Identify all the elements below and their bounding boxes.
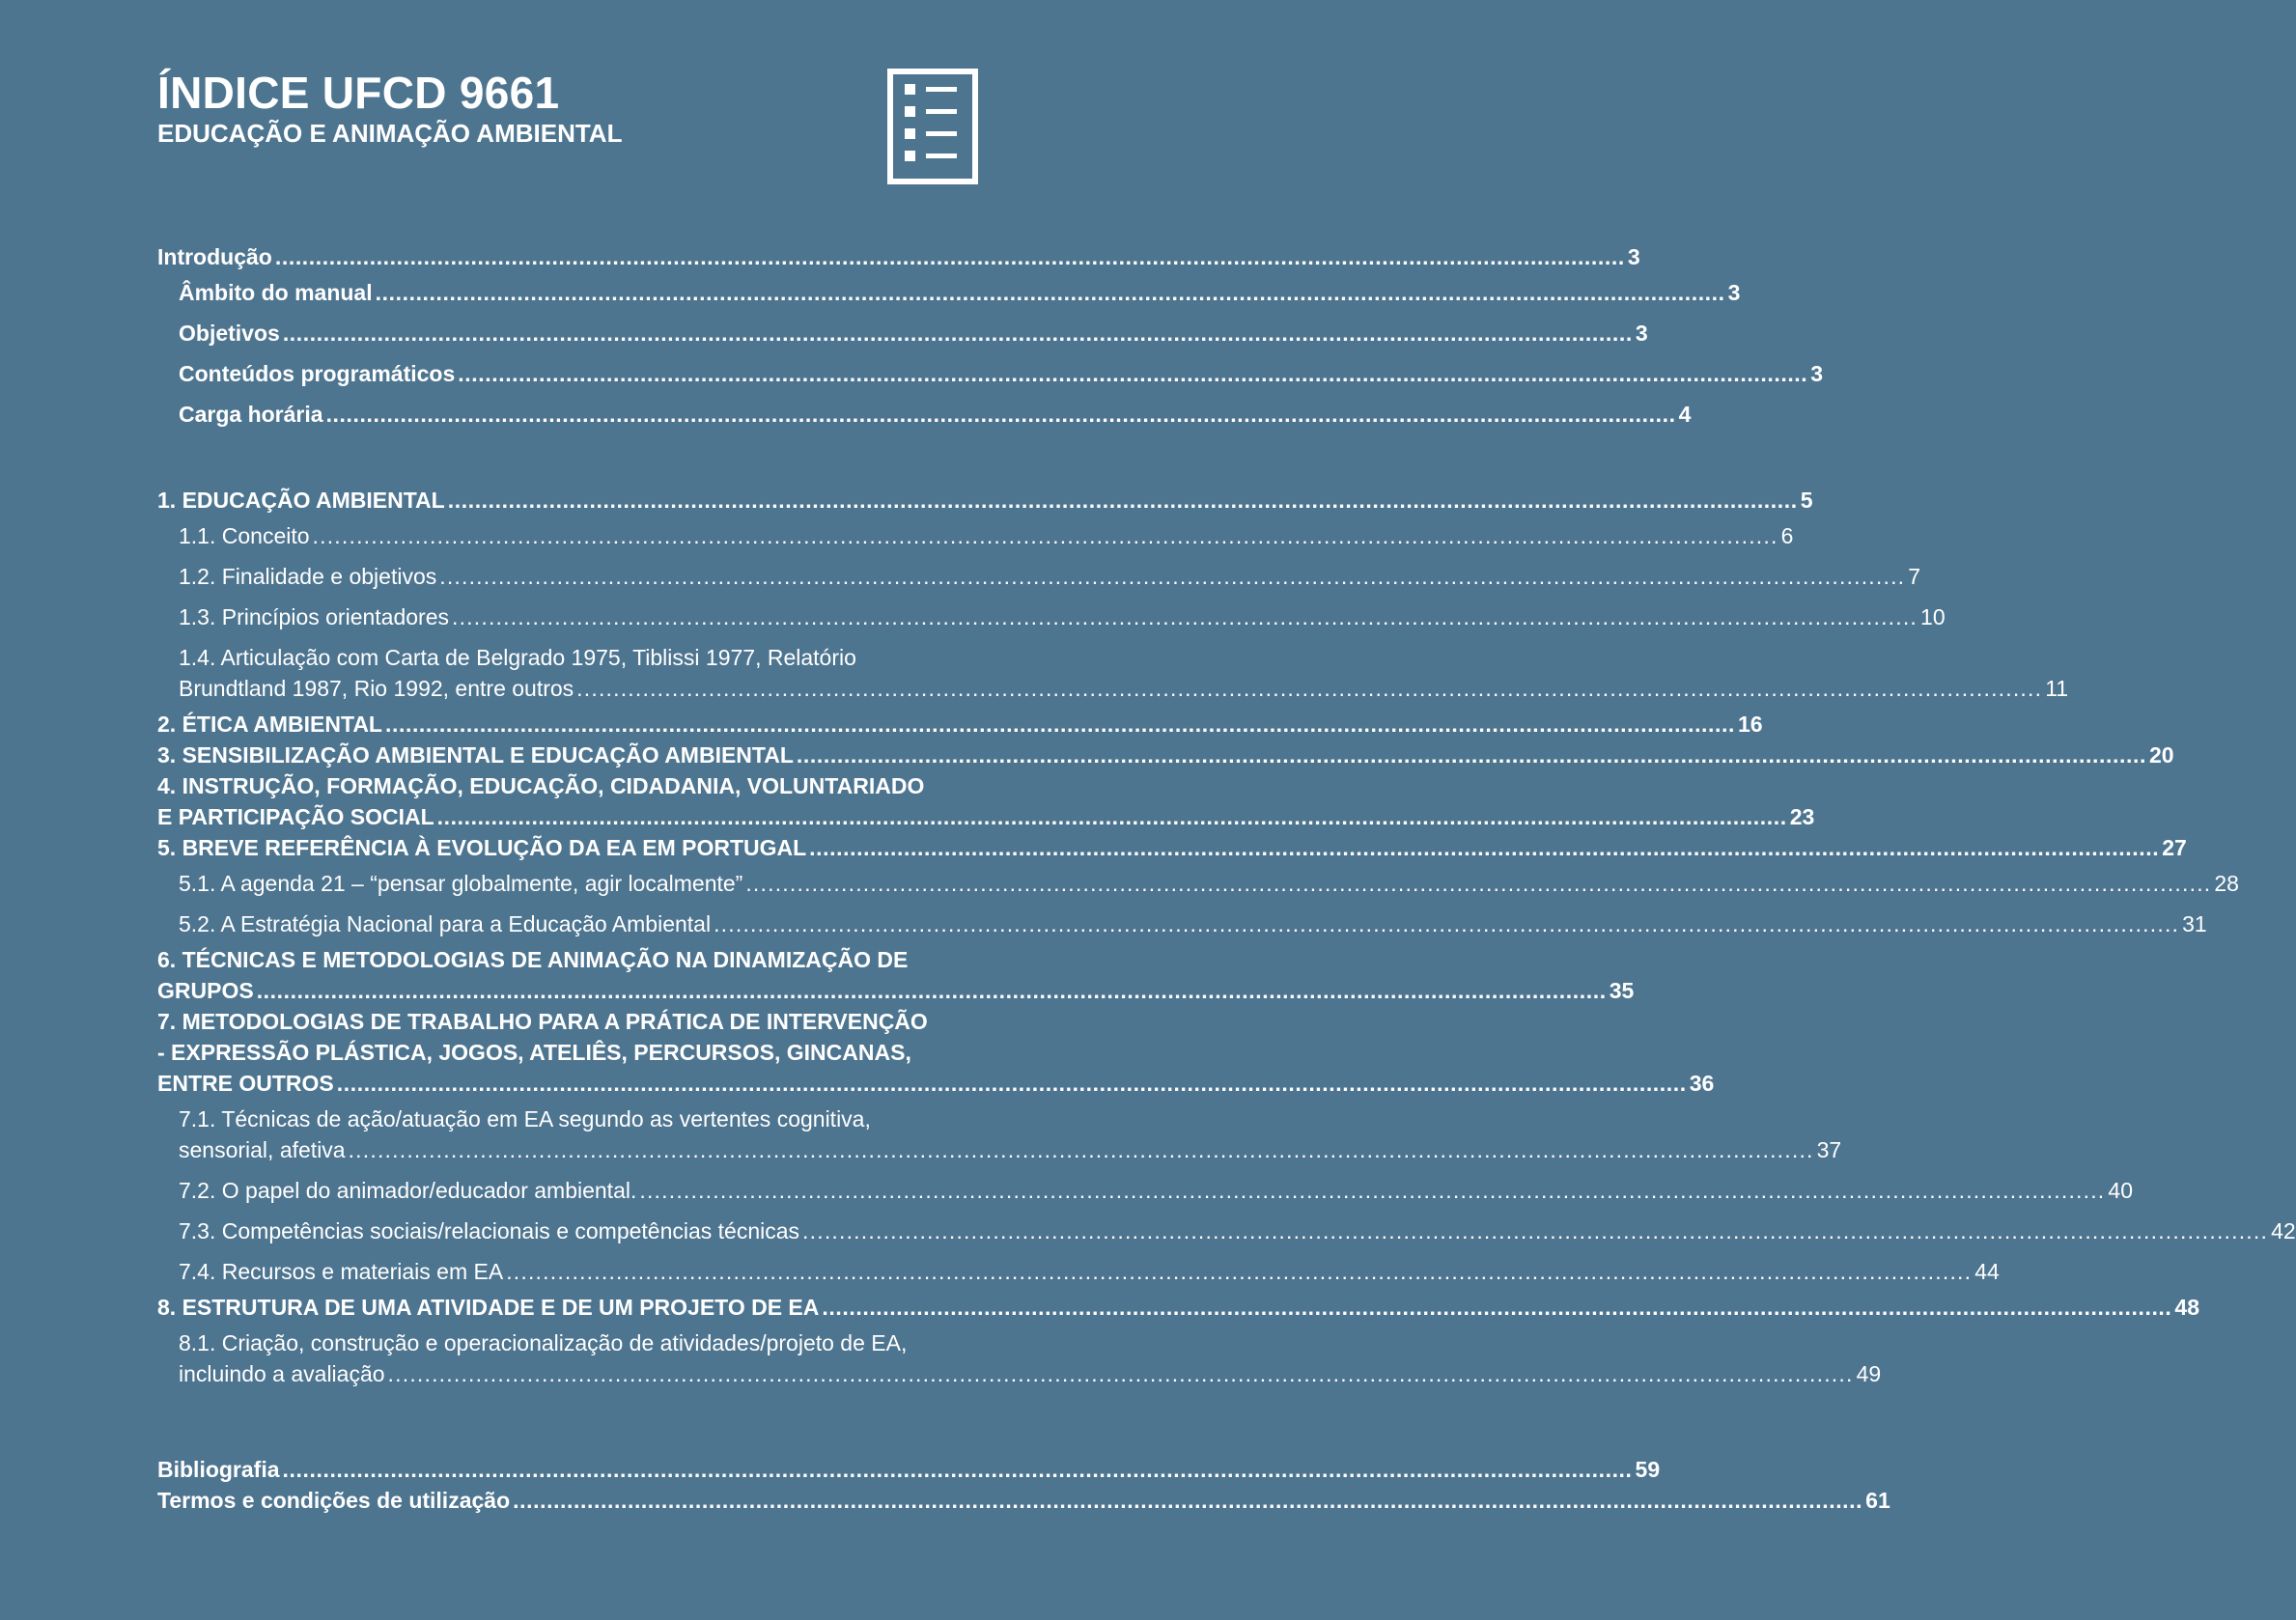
page-subtitle: EDUCAÇÃO E ANIMAÇÃO AMBIENTAL [157,119,623,148]
toc-entry-section-4[interactable]: 4. INSTRUÇÃO, FORMAÇÃO, EDUCAÇÃO, CIDADANIA, VOLUNTARIADO E PARTICIPAÇÃO SOCIAL ........................................................................................................................................................................................................ 23 [157,773,1815,829]
toc-entry-5-1[interactable]: 5.1. A agenda 21 – “pensar globalmente, agir localmente” ........................................................................................................................................................................................................ 28 [179,871,2239,896]
toc-entry-section-1[interactable]: 1. EDUCAÇÃO AMBIENTAL ........................................................................................................................................................................................................ 5 [157,488,1813,513]
toc-entry-introducao[interactable]: Introdução ........................................................................................................................................................................................................ 3 [157,244,1640,269]
toc-entry-5-2[interactable]: 5.2. A Estratégia Nacional para a Educação Ambiental ........................................................................................................................................................................................................ 31 [179,911,2207,936]
toc-entry-section-2[interactable]: 2. ÉTICA AMBIENTAL ........................................................................................................................................................................................................ 16 [157,712,1763,737]
toc-entry-termos[interactable]: Termos e condições de utilização ........................................................................................................................................................................................................ 61 [157,1488,1890,1513]
toc-entry-section-7[interactable]: 7. METODOLOGIAS DE TRABALHO PARA A PRÁTICA DE INTERVENÇÃO - EXPRESSÃO PLÁSTICA, JOGOS, ATELIÊS, PERCURSOS, GINCANAS, ENTRE OUTROS ........................................................................................................................................................................................................ 36 [157,1009,1715,1096]
toc-entry-section-8[interactable]: 8. ESTRUTURA DE UMA ATIVIDADE E DE UM PROJETO DE EA ........................................................................................................................................................................................................ 48 [157,1295,2200,1320]
toc-entry-bibliografia[interactable]: Bibliografia ........................................................................................................................................................................................................ 59 [157,1457,1661,1482]
toc-entry-7-4[interactable]: 7.4. Recursos e materiais em EA ........................................................................................................................................................................................................ 44 [179,1259,2000,1284]
page-title: ÍNDICE UFCD 9661 [157,68,560,118]
toc-entry-section-5[interactable]: 5. BREVE REFERÊNCIA À EVOLUÇÃO DA EA EM PORTUGAL ........................................................................................................................................................................................................ 27 [157,835,2187,860]
toc-entry-8-1[interactable]: 8.1. Criação, construção e operacionalização de atividades/projeto de EA, incluindo a avaliação ........................................................................................................................................................................................................ 49 [179,1330,1882,1386]
table-of-contents [157,241,2296,1516]
toc-entry-7-3[interactable]: 7.3. Competências sociais/relacionais e competências técnicas ........................................................................................................................................................................................................ 42 [179,1218,2296,1243]
toc-entry-conteudos[interactable]: Conteúdos programáticos ........................................................................................................................................................................................................ 3 [179,361,1824,386]
table-of-contents-icon [887,69,978,184]
toc-entry-carga-horaria[interactable]: Carga horária ........................................................................................................................................................................................................ 4 [179,402,1692,427]
toc-entry-7-2[interactable]: 7.2. O papel do animador/educador ambiental. ........................................................................................................................................................................................................ 40 [179,1178,2133,1203]
toc-entry-1-1[interactable]: 1.1. Conceito ........................................................................................................................................................................................................ 6 [179,523,1794,548]
toc-entry-objetivos[interactable]: Objetivos ........................................................................................................................................................................................................ 3 [179,321,1648,346]
toc-entry-section-3[interactable]: 3. SENSIBILIZAÇÃO AMBIENTAL E EDUCAÇÃO AMBIENTAL ........................................................................................................................................................................................................ 20 [157,742,2174,768]
toc-entry-1-2[interactable]: 1.2. Finalidade e objetivos ........................................................................................................................................................................................................ 7 [179,564,1921,589]
toc-entry-1-3[interactable]: 1.3. Princípios orientadores ........................................................................................................................................................................................................ 10 [179,604,1946,629]
toc-entry-section-6[interactable]: 6. TÉCNICAS E METODOLOGIAS DE ANIMAÇÃO NA DINAMIZAÇÃO DE GRUPOS ........................................................................................................................................................................................................ 35 [157,947,1635,1003]
toc-entry-1-4[interactable]: 1.4. Articulação com Carta de Belgrado 1975, Tiblissi 1977, Relatório Brundtland 1987, Rio 1992, entre outros ........................................................................................................................................................................................................ 11 [179,645,2069,701]
toc-entry-7-1[interactable]: 7.1. Técnicas de ação/atuação em EA segundo as vertentes cognitiva, sensorial, afetiva ........................................................................................................................................................................................................ 37 [179,1106,1842,1162]
toc-entry-ambito[interactable]: Âmbito do manual ........................................................................................................................................................................................................ 3 [179,280,1741,305]
